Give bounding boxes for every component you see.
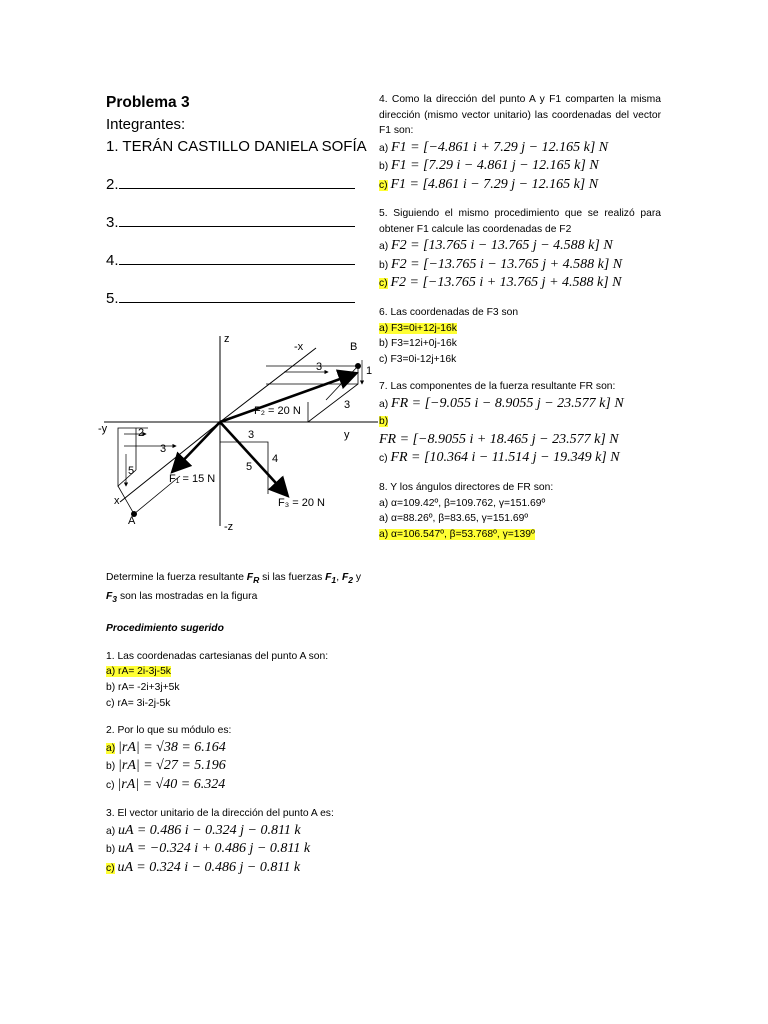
dim-3-top: 3 bbox=[316, 361, 323, 373]
question-7: 7. Las componentes de la fuerza resultante FR son: a) FR = [−9.055 i − 8.9055 j − 23.577 k] N b) FR = [−8.9055 i + 18.465 j − 23.577 k] N c) FR = [10.364 i − 11.514 j − 19.349 k] N bbox=[379, 379, 661, 468]
dim-3-left: 3 bbox=[160, 443, 167, 455]
member-2-blank[interactable]: 2. bbox=[106, 172, 376, 210]
label-point-b: B bbox=[350, 341, 358, 353]
label-neg-x: -x bbox=[294, 341, 304, 353]
q4-option-c[interactable]: c) F1 = [4.861 i − 7.29 j − 12.165 k] N bbox=[379, 176, 599, 192]
dim-2: 2 bbox=[138, 427, 145, 439]
dim-5-left: 5 bbox=[128, 465, 135, 477]
member-5-blank[interactable]: 5. bbox=[106, 286, 376, 324]
q1-option-a[interactable]: a) rA= 2i-3j-5k bbox=[106, 666, 171, 678]
label-f1: F₁ = 15 N bbox=[169, 473, 216, 485]
label-point-a: A bbox=[128, 515, 136, 527]
force-diagram bbox=[96, 326, 396, 540]
q8-option-b[interactable]: a) α=88.26º, β=83.65, γ=151.69º bbox=[379, 513, 529, 525]
label-neg-y: -y bbox=[98, 423, 108, 435]
q7-option-b[interactable]: b) FR = [−8.9055 i + 18.465 j − 23.577 k] N bbox=[379, 416, 619, 447]
member-4-blank[interactable]: 4. bbox=[106, 248, 376, 286]
q7-option-a[interactable]: a) FR = [−9.055 i − 8.9055 j − 23.577 k] N bbox=[379, 395, 624, 411]
q5-option-c[interactable]: c) F2 = [−13.765 i + 13.765 j + 4.588 k] N bbox=[379, 275, 622, 291]
member-3-blank[interactable]: 3. bbox=[106, 210, 376, 248]
members-label: Integrantes: bbox=[106, 116, 186, 133]
procedure-heading: Procedimiento sugerido bbox=[106, 623, 224, 635]
q1-option-b[interactable]: b) rA= -2i+3j+5k bbox=[106, 682, 180, 694]
q3-option-c[interactable]: c) uA = 0.324 i − 0.486 j − 0.811 k bbox=[106, 859, 301, 875]
b-box bbox=[266, 366, 358, 384]
question-1: 1. Las coordenadas cartesianas del punto A son: a) rA= 2i-3j-5k b) rA= -2i+3j+5k c) rA= 3i-2j-5k bbox=[106, 649, 374, 711]
label-f3: F₃ = 20 N bbox=[278, 497, 325, 509]
dim-4: 4 bbox=[272, 453, 279, 465]
q2-option-c[interactable]: c) |rA| = √40 = 6.324 bbox=[106, 776, 226, 792]
label-neg-z: -z bbox=[224, 521, 234, 533]
point-b-dot bbox=[355, 363, 361, 369]
left-column bbox=[106, 92, 376, 324]
q4-option-a[interactable]: a) F1 = [−4.861 i + 7.29 j − 12.165 k] N bbox=[379, 139, 609, 155]
q2-option-a[interactable]: a) |rA| = √38 = 6.164 bbox=[106, 739, 226, 755]
question-6: 6. Las coordenadas de F3 son a) F3=0i+12j-16k b) F3=12i+0j-16k c) F3=0i-12j+16k bbox=[379, 305, 661, 367]
q2-option-b[interactable]: b) |rA| = √27 = 5.196 bbox=[106, 758, 226, 774]
dim-5-mid: 5 bbox=[246, 461, 253, 473]
q7-option-c[interactable]: c) FR = [10.364 i − 11.514 j − 19.349 k] N bbox=[379, 450, 620, 466]
left-lower bbox=[106, 570, 374, 877]
label-f2: F₂ = 20 N bbox=[254, 405, 301, 417]
q6-option-c[interactable]: c) F3=0i-12j+16k bbox=[379, 353, 457, 365]
q3-option-a[interactable]: a) uA = 0.486 i − 0.324 j − 0.811 k bbox=[106, 822, 301, 838]
question-8: 8. Y los ángulos directores de FR son: a) α=109.42º, β=109.762, γ=151.69º a) α=88.26º, β=83.65, γ=151.69º a) α=106.547º, β=53.768º, γ=139º bbox=[379, 480, 661, 542]
q8-option-c[interactable]: a) α=106.547º, β=53.768º, γ=139º bbox=[379, 528, 535, 540]
problem-statement: Determine la fuerza resultante $F_R$ si las fuerzas $F_1$, $F_2$ y $F_3$ son las mostradas en la figura bbox=[106, 572, 362, 604]
q4-option-b[interactable]: b) F1 = [7.29 i − 4.861 j − 12.165 k] N bbox=[379, 158, 599, 174]
q3-option-b[interactable]: b) uA = −0.324 i + 0.486 j − 0.811 k bbox=[106, 841, 311, 857]
f1-vector bbox=[174, 422, 220, 470]
problem-title: Problema 3 bbox=[106, 94, 190, 111]
label-x: x bbox=[114, 495, 120, 507]
question-2: 2. Por lo que su módulo es: a) |rA| = √38 = 6.164 b) |rA| = √27 = 5.196 c) |rA| = √40 = 6.324 bbox=[106, 723, 374, 794]
q6-option-b[interactable]: b) F3=12i+0j-16k bbox=[379, 338, 457, 350]
dim-3-right: 3 bbox=[344, 399, 351, 411]
q1-option-c[interactable]: c) rA= 3i-2j-5k bbox=[106, 697, 171, 709]
right-column bbox=[379, 92, 661, 542]
dim-1: 1 bbox=[366, 365, 373, 377]
q8-option-a[interactable]: a) α=109.42º, β=109.762, γ=151.69º bbox=[379, 497, 546, 509]
label-y: y bbox=[344, 429, 350, 441]
dim-3-mid: 3 bbox=[248, 429, 255, 441]
question-4: 4. Como la dirección del punto A y F1 comparten la misma dirección (mismo vector unitario) las coordenadas del vector F1 son: a) F1 = [−4.861 i + 7.29 j − 12.165 k] N b) F1 = [7.29 i − 4.861 j − 12.165 k] N c) F1 = [4.861 i − 7.29 j − 12.165 k] N bbox=[379, 92, 661, 194]
q5-option-a[interactable]: a) F2 = [13.765 i − 13.765 j − 4.588 k] N bbox=[379, 238, 613, 254]
label-z: z bbox=[224, 333, 230, 345]
member-1: 1. TERÁN CASTILLO DANIELA SOFÍA bbox=[106, 138, 367, 155]
q6-option-a[interactable]: a) F3=0i+12j-16k bbox=[379, 322, 457, 334]
question-5: 5. Siguiendo el mismo procedimiento que se realizó para obtener F1 calcule las coordenadas de F2 a) F2 = [13.765 i − 13.765 j − 4.588 k] N b) F2 = [−13.765 i − 13.765 j + 4.588 k] N c) F2 = [−13.765 i + 13.765 j + 4.588 k] N bbox=[379, 206, 661, 293]
q5-option-b[interactable]: b) F2 = [−13.765 i − 13.765 j + 4.588 k] N bbox=[379, 256, 623, 272]
question-3: 3. El vector unitario de la dirección del punto A es: a) uA = 0.486 i − 0.324 j − 0.811 k b) uA = −0.324 i + 0.486 j − 0.811 k c) uA = 0.324 i − 0.486 j − 0.811 k bbox=[106, 806, 374, 877]
